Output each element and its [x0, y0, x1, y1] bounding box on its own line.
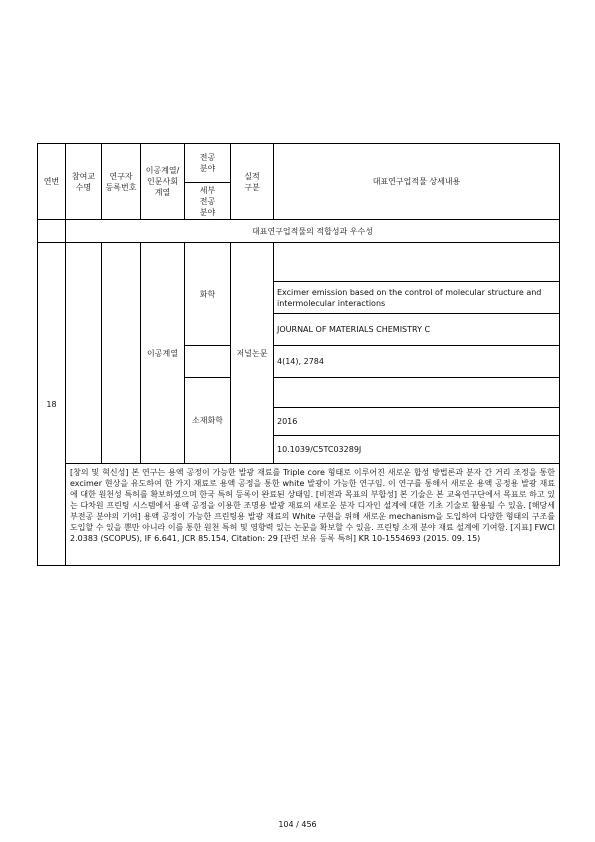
- header-merit: 대표연구업적물의 적합성과 우수성: [66, 220, 560, 243]
- detail-row-5: [274, 378, 560, 408]
- record-summary: [창의 및 혁신성] 본 연구는 용액 공정이 가능한 발광 재료를 Triple core 형태로 이루어진 새로운 합성 방법론과 분자 간 거리 조정을 통한 excimer 현상을 유도하여 한 가지 재료로 용액 공정을 통한 white 발광이 가능한 연구임. 이 연구를 통해서 새로운 용액 공정용 발광 재료에 대한 원천성 특허를 확보하였으며 한국 특허 등록이 완료된 상태임. [비전과 목표의 부합성] 본 기술은 본 교육연구단에서 목표로 하고 있는 다차원 프린팅 시스템에서 용액 공정을 이용한 조명용 발광 재료의 새로운 분자 디자인 설계에 대한 기초 기술로 활용될 수 있음. [해당세부전공 분야의 기여] 용액 공정이 가능한 프린팅용 발광 재료의 White 구현을 위해 새로운 mechanism을 도입하여 다양한 형태의 구조를 도입할 수 있을 뿐만 아니라 이를 통한 원천 특허 및 영향력 있는 논문을 확보할 수 있음. 프린팅 소재 분야 재료 설계에 기여함. [지표] FWCI 2.0383 (SCOPUS), IF 6.641, JCR 85.154, Citation: 29 [관련 보유 등록 특허] KR 10-1554693 (2015. 09. 15): [66, 464, 560, 566]
- header-merit-blank: [38, 220, 66, 243]
- header-type: 실적 구분: [231, 144, 274, 220]
- record-participant: [66, 243, 102, 464]
- record-sub-major: 소재화학: [185, 378, 231, 464]
- detail-doi: 10.1039/C5TC03289J: [274, 436, 560, 464]
- detail-year: 2016: [274, 408, 560, 436]
- header-major: 전공 분야: [185, 144, 231, 183]
- record-major: 화학: [185, 243, 231, 346]
- detail-journal: JOURNAL OF MATERIALS CHEMISTRY C: [274, 314, 560, 346]
- detail-volume: 4(14), 2784: [274, 346, 560, 378]
- header-no: 연번: [38, 144, 66, 220]
- detail-row-1: [274, 243, 560, 282]
- detail-title: Excimer emission based on the control of molecular structure and intermolecular interactions: [274, 282, 560, 314]
- header-sub-major: 세부 전공 분야: [185, 183, 231, 220]
- record-type: 저널논문: [231, 243, 274, 464]
- record-no: 18: [38, 243, 66, 566]
- header-detail: 대표연구업적물 상세내용: [274, 144, 560, 220]
- header-researcher-id: 연구자 등록번호: [102, 144, 141, 220]
- header-field-type: 이공계열/ 인문사회 계열: [141, 144, 185, 220]
- research-table: [37, 143, 560, 566]
- record-field-type: 이공계열: [141, 243, 185, 464]
- record-major-blank: [185, 346, 231, 378]
- record-researcher-id: [102, 243, 141, 464]
- page-number: 104 / 456: [278, 820, 317, 829]
- header-participant: 참여교 수명: [66, 144, 102, 220]
